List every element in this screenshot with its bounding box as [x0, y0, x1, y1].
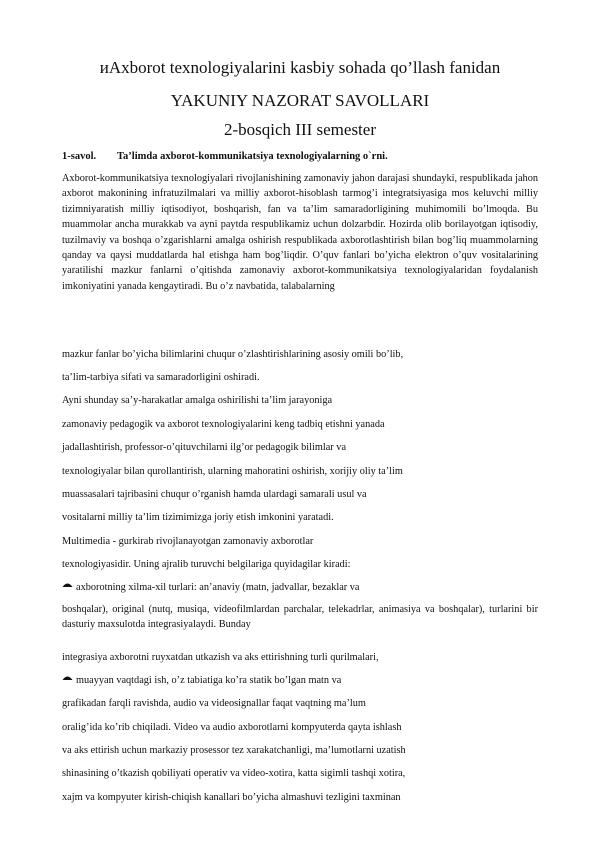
- document-subtitle: YAKUNIY NAZORAT SAVOLLARI: [170, 91, 430, 110]
- body-line: ta’lim-tarbiya sifati va samaradorligini oshiradi.: [62, 372, 260, 383]
- body-line: grafikadan farqli ravishda, audio va videosignallar faqat vaqtning ma’lum: [62, 698, 366, 709]
- body-line: texnologiyasidir. Uning ajralib turuvchi belgilariga quyidagilar kiradi:: [62, 559, 351, 570]
- body-line: integrasiya axborotni ruyxatdan utkazish va aks ettirishning turli qurilmalari,: [62, 652, 379, 663]
- question-heading: [62, 150, 538, 164]
- bullet-item-1: [62, 581, 538, 595]
- question-text: Ta’limda axborot-kommunikatsiya texnologiyalarning o`rni.: [117, 151, 388, 162]
- semester-label: 2-bosqich III semester: [223, 120, 376, 139]
- body-line: xajm va kompyuter kirish-chiqish kanallari bo’yicha almashuvi tezligini taxminan: [62, 792, 401, 803]
- bullet-text: axborotning xilma-xil turlari: an’anaviy (matn, jadvallar, bezaklar va: [76, 582, 360, 593]
- umbrella-bullet-icon: [62, 675, 73, 682]
- question-number: 1-savol.: [62, 151, 97, 162]
- document-title: иAxborot texnologiyalarini kasbiy sohada qo’llash fanidan: [99, 58, 501, 77]
- bullet-item-2: [62, 674, 538, 688]
- paragraph-1: Axborot-kommunikatsiya texnologiyalari rivojlanishining zamonaviy jahon darajasi shundayki, respublikada jahon axborot makonining infratuzilmalari va milliy axborot-hisoblash tarmog’i integratsiyasiga mos keluvchi milliy tizimniyaratish milliy iqtisodiyot, boshqarish, fan va ta’lim samaradorligining muhimomili bo’lmoqda. Bu muammolar ancha murakkab va ayni paytda respublikamiz uchun dolzarbdir. Hozirda olib borilayotgan iqtisodiy, tuzilmaviy va boshqa o’zgarishlarni amalga oshirish respublikada axborotlashtirish bilan bog’liq muammolarning qanday va qaysi muddatlarda hal etishga ham bog’liqdir. O’quv fanlari bo’yicha elektron o’quv vositalarining yaratilishi mazkur fanlarni o’qitishda zamonaviy axborot-kommunikatsiya texnologiyalaridan foydalanish imkoniyatini yanada kengaytiradi. Bu o’z navbatida, talabalarning: [62, 173, 538, 292]
- body-line: muassasalari tajribasini chuqur o’rganish hamda ulardagi samarali usul va: [62, 489, 367, 500]
- paragraph-2: boshqalar), original (nutq, musiqa, videofilmlardan parchalar, telekadrlar, animasiya va boshqalar), turlarini bir dasturiy maxsulotda integrasiyalaydi. Bunday: [62, 604, 538, 631]
- body-line: zamonaviy pedagogik va axborot texnologiyalarini keng tadbiq etishni yanada: [62, 419, 385, 430]
- body-line: texnologiyalar bilan qurollantirish, ularning mahoratini oshirish, xorijiy oliy ta’lim: [62, 466, 403, 477]
- body-line: Multimedia - gurkirab rivojlanayotgan zamonaviy axborotlar: [62, 536, 314, 547]
- body-line: va aks ettirish uchun markaziy prosessor tez xarakatchanligi, ma’lumotlarni uzatish: [62, 745, 406, 756]
- bullet-text: muayyan vaqtdagi ish, o’z tabiatiga ko’ra statik bo’lgan matn va: [76, 675, 342, 686]
- body-line: mazkur fanlar bo’yicha bilimlarini chuqur o’zlashtirishlarining asosiy omili bo’lib,: [62, 349, 404, 360]
- body-line: oralig’ida ko’rib chiqiladi. Video va audio axborotlarni kompyuterda qayta ishlash: [62, 722, 402, 733]
- body-line: Ayni shunday sa’y-harakatlar amalga oshirilishi ta’lim jarayoniga: [62, 395, 333, 406]
- umbrella-bullet-icon: [62, 582, 73, 589]
- body-line: shinasining o’tkazish qobiliyati operativ va video-xotira, katta sigimli tashqi xotira,: [62, 768, 406, 779]
- body-line: jadallashtirish, professor-o’qituvchilarni ilg’or pedagogik bilimlar va: [62, 442, 347, 453]
- body-line: vositalarni milliy ta’lim tizimimizga joriy etish imkonini yaratadi.: [62, 512, 334, 523]
